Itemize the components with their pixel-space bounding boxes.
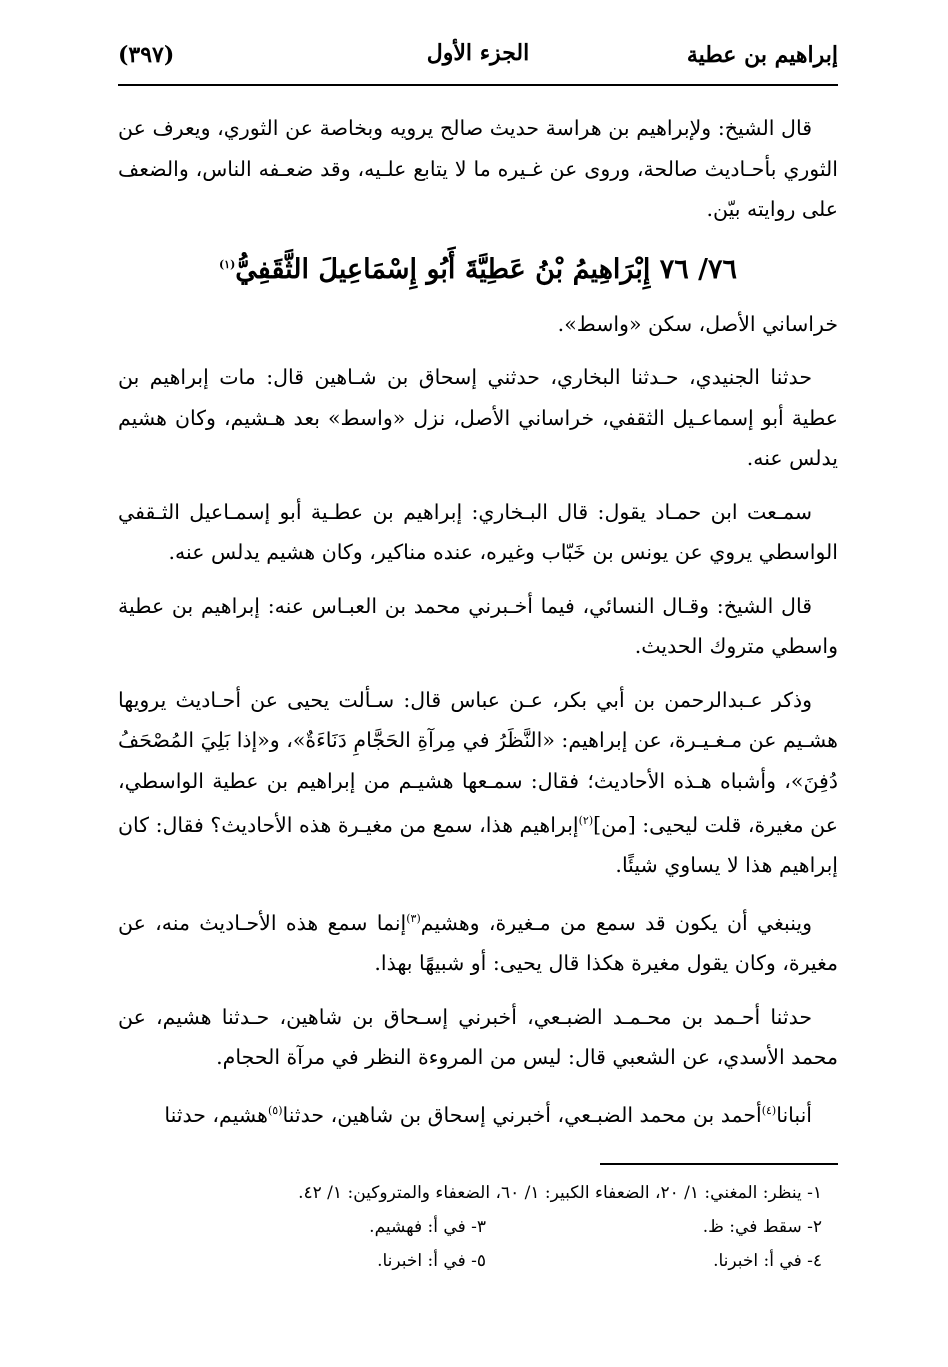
- paragraph-1: قال الشيخ: ولإبراهيم بن هراسة حديث صالح يرويه وبخاصة عن الثوري، ويعرف عن الثوري بأحـاديث صالحة، وروى عن غـيره ما لا يتابع علـيه، وقد ضعـفه الناس، والضعف على روايته بيّن.: [118, 116, 838, 221]
- footnote-2: ٢- سقط في: ظ.: [702, 1217, 822, 1237]
- footnote-ref: (٤): [761, 1103, 777, 1117]
- paragraph-6-part-a: وذكر عـبدالرحمن بن أبي بكر، عـن عباس قال: سـألت يحيى عن أحـاديث يرويها هشـيم عن مـغـيـرة، عن إبراهيم: «النَّظَرُ في مِرآةِ الحَجَّامِ دَنَاءَةٌ»، و«إذا بَلِيَ المُصْحَفُ دُفِنَ»، وأشباه هـذه الأحاديث؛ فقال: سمـعها هشيـم من إبراهيم بن عطية الواسطي، عن مغيرة، قلت ليحيى: [من]: [118, 687, 838, 837]
- entry-title-text: ٧٦/ ٧٦ إِبْرَاهِيمُ بْنُ عَطِيَّةَ أَبُو إِسْمَاعِيلَ الثَّقَفِيُّ: [235, 253, 738, 285]
- paragraph-7-part-b: إنما سمع هذه الأحـاديث منه، عن مغيرة، وكان يقول مغيرة هكذا قال يحيى: أو شبيهًا بهذا.: [118, 910, 838, 976]
- paragraph-7: [118, 899, 838, 984]
- paragraph-9-part-b: أحمد بن محمد الضبـعي، أخبرني إسحاق بن شاهين، حدثنا: [282, 1102, 762, 1127]
- footnote-row-1: [118, 1176, 838, 1210]
- footnote-ref: (٥): [267, 1103, 283, 1117]
- footnote-divider: [600, 1163, 838, 1165]
- footnotes: [118, 1176, 838, 1278]
- header-volume: الجزء الأول: [426, 40, 530, 66]
- paragraph-2: خراساني الأصل، سكن «واسط».: [557, 311, 838, 336]
- footnote-row-2: [118, 1210, 838, 1244]
- footnote-3: ٣- في أ: فهشيم.: [369, 1217, 486, 1237]
- footnote-ref: (٣): [406, 911, 421, 925]
- header-author-name: إبراهيم بن عطية: [686, 42, 838, 68]
- paragraph-4: سمـعت ابن حمـاد يقول: قال البـخاري: إبراهيم بن عطـية أبو إسمـاعيل الثـقفي الواسطي يروي عن يونس بن خَبّاب وغيره، عنده مناكير، وكان هشيم يدلس عنه.: [118, 499, 838, 564]
- footnote-ref: (١): [218, 257, 236, 271]
- paragraph-3: حدثنا الجنيدي، حـدثنا البخاري، حدثني إسحاق بن شـاهين قال: مات إبراهيم بن عطية أبو إسماعـيل الثقفي، خراساني الأصل، نزل «واسط» بعد هـشيم، وكان هشيم يدلس عنه.: [118, 365, 838, 470]
- page-header: [118, 38, 838, 78]
- paragraph-9: [118, 1091, 838, 1135]
- paragraph-9-part-c: هشيم، حدثنا: [164, 1102, 268, 1127]
- footnote-row-3: [118, 1244, 838, 1278]
- paragraph-9-part-a: أنبانا: [776, 1102, 812, 1127]
- footnote-4: ٤- في أ: اخبرنا.: [713, 1251, 822, 1271]
- footnote-5: ٥- في أ: اخبرنا.: [377, 1251, 486, 1271]
- paragraph-6: [118, 680, 838, 886]
- paragraph-5: قال الشيخ: وقـال النسائي، فيما أخـبرني محمد بن العبـاس عنه: إبراهيم بن عطية واسطي متروك الحديث.: [118, 593, 838, 658]
- entry-title: [118, 243, 838, 292]
- header-divider: [118, 84, 838, 86]
- paragraph-6-part-b: إبراهيم هذا، سمع من مغيـرة هذه الأحاديث؟ فقال: كان إبراهيم هذا لا يساوي شيئًا.: [118, 812, 838, 878]
- paragraph-7-part-a: وينبغي أن يكون قد سمع من مـغيرة، وهشيم: [420, 910, 812, 935]
- footnote-1: ١- ينظر: المغني: ١/ ٢٠، الضعفاء الكبير: ١/ ٦٠، الضعفاء والمتروكين: ١/ ٤٢.: [298, 1183, 822, 1203]
- header-page-number: (٣٩٧): [118, 42, 175, 68]
- main-text: [118, 108, 838, 1148]
- paragraph-8: حدثنا أحـمد بن محـمـد الضبـعي، أخبرني إسـحاق بن شاهين، حـدثنا هشيم، عن محمد الأسدي، عن الشعبي قال: ليس من المروءة النظر في مرآة الحجام.: [118, 1004, 838, 1070]
- footnote-ref: (٢): [578, 814, 594, 827]
